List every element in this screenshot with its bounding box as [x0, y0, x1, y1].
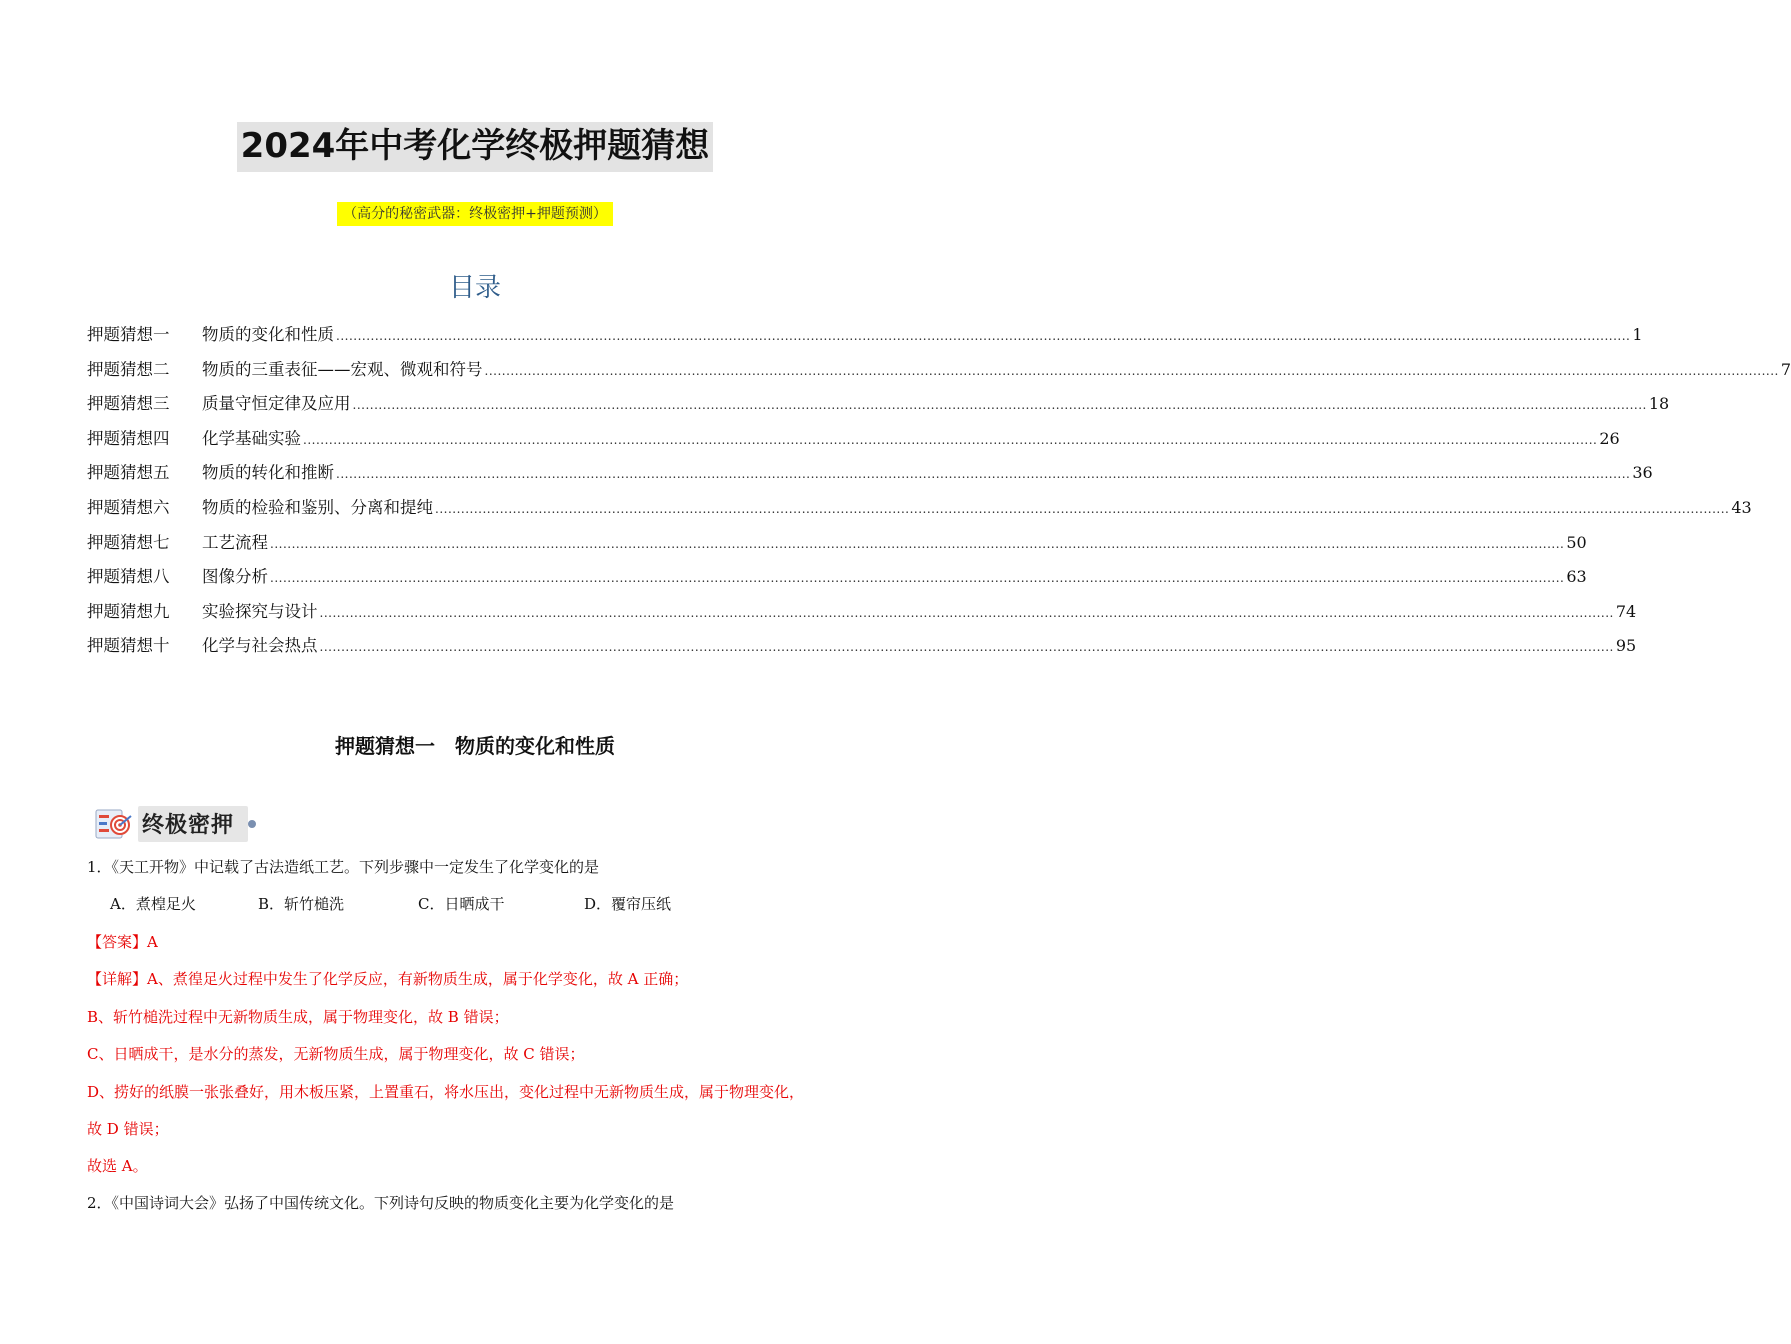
document-title: 2024年中考化学终极押题猜想 — [237, 122, 714, 172]
toc-entry-title: 化学基础实验 — [202, 428, 301, 448]
option-b[interactable]: B．斩竹槌洗 — [258, 895, 345, 913]
toc-leader-dots: ............................................................................................................................................................................................................................................................................................................ — [352, 398, 1647, 413]
section-heading: 押题猜想一 物质的变化和性质 — [335, 734, 615, 758]
subtitle-wrap — [0, 202, 950, 226]
option-d[interactable]: D．覆帘压纸 — [584, 895, 672, 913]
toc-entry[interactable] — [87, 356, 1791, 391]
toc-entry-page: 74 — [1615, 601, 1637, 621]
option-c[interactable]: C．日晒成干 — [418, 895, 505, 913]
toc-entry-title: 工艺流程 — [202, 532, 268, 552]
toc-entry[interactable] — [87, 321, 1643, 356]
option-a[interactable]: A．煮楻足火 — [110, 895, 196, 913]
toc-entry[interactable] — [87, 563, 1587, 598]
toc-leader-dots: ............................................................................................................................................................................................................................................................................................................ — [270, 571, 1565, 586]
toc-entry-number: 押题猜想八 — [87, 567, 170, 587]
explanation-line: C、日晒成干，是水分的蒸发，无新物质生成，属于物理变化，故 C 错误； — [87, 1045, 585, 1063]
toc-heading: 目录 — [448, 273, 501, 303]
toc-entry-number: 押题猜想二 — [87, 359, 170, 379]
toc-entry-page: 18 — [1648, 394, 1670, 414]
toc-entry-title: 质量守恒定律及应用 — [202, 394, 351, 414]
explanation-line: 【详解】A、煮徨足火过程中发生了化学反应，有新物质生成，属于化学变化，故 A 正确； — [87, 970, 689, 988]
toc-entry-page: 26 — [1599, 428, 1620, 448]
toc-leader-dots: ............................................................................................................................................................................................................................................................................................................ — [270, 536, 1565, 551]
toc-entry[interactable] — [87, 494, 1752, 529]
toc-entry-page: 50 — [1566, 532, 1587, 552]
toc-leader-dots: ............................................................................................................................................................................................................................................................................................................ — [336, 329, 1631, 343]
toc-entry-page: 1 — [1632, 325, 1643, 344]
question-2-stem: 2．《中国诗词大会》弘扬了中国传统文化。下列诗句反映的物质变化主要为化学变化的是 — [87, 1194, 675, 1212]
toc-entry-number: 押题猜想六 — [87, 497, 170, 517]
toc-entry[interactable] — [87, 598, 1637, 633]
toc-entry-title: 物质的三重表征——宏观、微观和符号 — [202, 359, 483, 379]
toc-entry-title: 物质的转化和推断 — [202, 463, 334, 483]
toc-entry-title: 实验探究与设计 — [202, 601, 318, 621]
toc-entry[interactable] — [87, 529, 1587, 564]
explanation-line: 故选 A。 — [87, 1157, 148, 1175]
toc-entry[interactable] — [87, 459, 1653, 494]
target-icon — [94, 804, 134, 844]
toc-entry[interactable] — [87, 390, 1670, 425]
toc-entry-title: 物质的变化和性质 — [202, 325, 334, 344]
toc-leader-dots: ............................................................................................................................................................................................................................................................................................................ — [336, 467, 1631, 482]
toc-entry-number: 押题猜想十 — [87, 636, 170, 656]
explanation-line: D、捞好的纸膜一张张叠好，用木板压紧，上置重石，将水压出，变化过程中无新物质生成，属于物理变化， — [87, 1083, 805, 1101]
toc-entry-page: 36 — [1632, 463, 1653, 483]
document-subtitle: （高分的秘密武器：终极密押+押题预测） — [337, 202, 613, 226]
answer: 【答案】A — [87, 933, 158, 951]
toc-entry-number: 押题猜想七 — [87, 532, 170, 552]
badge-dot-icon — [248, 820, 256, 828]
section-badge — [94, 804, 260, 844]
toc-entry-number: 押题猜想九 — [87, 601, 170, 621]
toc-entry-title: 化学与社会热点 — [202, 636, 318, 656]
toc-entry[interactable] — [87, 632, 1637, 667]
toc-entry-page: 63 — [1566, 567, 1587, 587]
explanation-line: B、斩竹槌洗过程中无新物质生成，属于物理变化，故 B 错误； — [87, 1008, 509, 1026]
toc-leader-dots: ............................................................................................................................................................................................................................................................................................................ — [435, 501, 1730, 516]
title-wrap — [0, 122, 950, 172]
toc-entry-page: 7 — [1780, 359, 1791, 379]
toc-entry-title: 物质的检验和鉴别、分离和提纯 — [202, 497, 433, 517]
table-of-contents — [87, 321, 1791, 667]
badge-label: 终极密押 — [142, 812, 235, 838]
toc-entry-title: 图像分析 — [202, 567, 268, 587]
question-1-options — [110, 892, 890, 916]
toc-entry[interactable] — [87, 425, 1620, 460]
toc-leader-dots: ............................................................................................................................................................................................................................................................................................................ — [319, 640, 1614, 655]
toc-leader-dots: ............................................................................................................................................................................................................................................................................................................ — [484, 363, 1779, 378]
toc-entry-number: 押题猜想四 — [87, 428, 170, 448]
question-1-stem: 1．《天工开物》中记载了古法造纸工艺。下列步骤中一定发生了化学变化的是 — [87, 858, 600, 876]
toc-leader-dots: ............................................................................................................................................................................................................................................................................................................ — [303, 432, 1598, 447]
explanation-line: 故 D 错误； — [87, 1120, 169, 1138]
toc-entry-page: 43 — [1731, 497, 1752, 517]
toc-entry-page: 95 — [1615, 636, 1637, 656]
toc-entry-number: 押题猜想五 — [87, 463, 170, 483]
toc-leader-dots: ............................................................................................................................................................................................................................................................................................................ — [319, 605, 1614, 620]
toc-entry-number: 押题猜想一 — [87, 325, 170, 344]
toc-entry-number: 押题猜想三 — [87, 394, 170, 414]
